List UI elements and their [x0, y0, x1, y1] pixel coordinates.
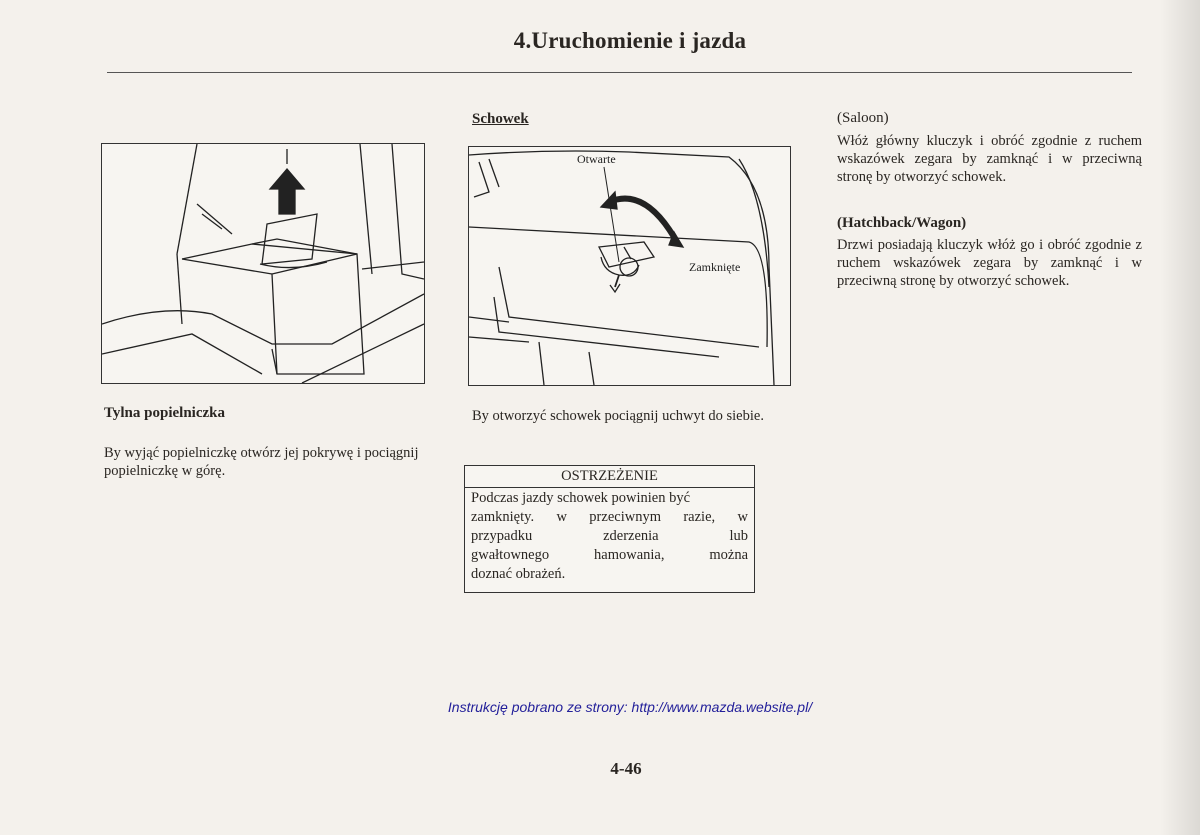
- header-divider: [107, 72, 1132, 73]
- open-label: Otwarte: [577, 152, 616, 166]
- warning-box: [464, 465, 755, 593]
- hatchback-paragraph: Drzwi posiadają kluczyk włóż go i obróć zgodnie z ruchem wskazówek zegara by zamknąć i w przeciwną stronę by otworzyć schowek.: [837, 237, 1142, 289]
- warning-line: doznać obrażeń.: [471, 566, 566, 582]
- saloon-heading: (Saloon): [837, 110, 889, 126]
- page-number: 4-46: [610, 759, 642, 778]
- warning-line: gwałtownego hamowania, można: [471, 547, 748, 563]
- ashtray-illustration: [101, 143, 425, 384]
- warning-body: [465, 488, 754, 584]
- warning-line: przypadku zderzenia lub: [471, 528, 748, 544]
- ashtray-heading: Tylna popielniczka: [104, 405, 225, 421]
- source-link[interactable]: Instrukcję pobrano ze strony: http://www.mazda.website.pl/: [447, 699, 813, 715]
- warning-line: zamknięty. w przeciwnym razie, w: [471, 509, 748, 525]
- saloon-paragraph: Włóż główny kluczyk i obróć zgodnie z ruchem wskazówek zegara by zamknąć i w przeciwną stronę by otworzyć schowek.: [837, 133, 1142, 185]
- warning-line: Podczas jazdy schowek powinien być: [471, 490, 691, 506]
- closed-label: Zamknięte: [689, 260, 741, 274]
- page-title: 4.Uruchomienie i jazda: [513, 28, 747, 53]
- glovebox-paragraph: By otworzyć schowek pociągnij uchwyt do siebie.: [472, 408, 764, 424]
- ashtray-paragraph: By wyjąć popielniczkę otwórz jej pokrywę i pociągnij popielniczkę w górę.: [104, 445, 419, 479]
- hatchback-heading: (Hatchback/Wagon): [837, 215, 967, 231]
- warning-title: OSTRZEŻENIE: [465, 466, 754, 488]
- glovebox-illustration: [468, 146, 791, 386]
- glovebox-heading: Schowek: [472, 111, 529, 127]
